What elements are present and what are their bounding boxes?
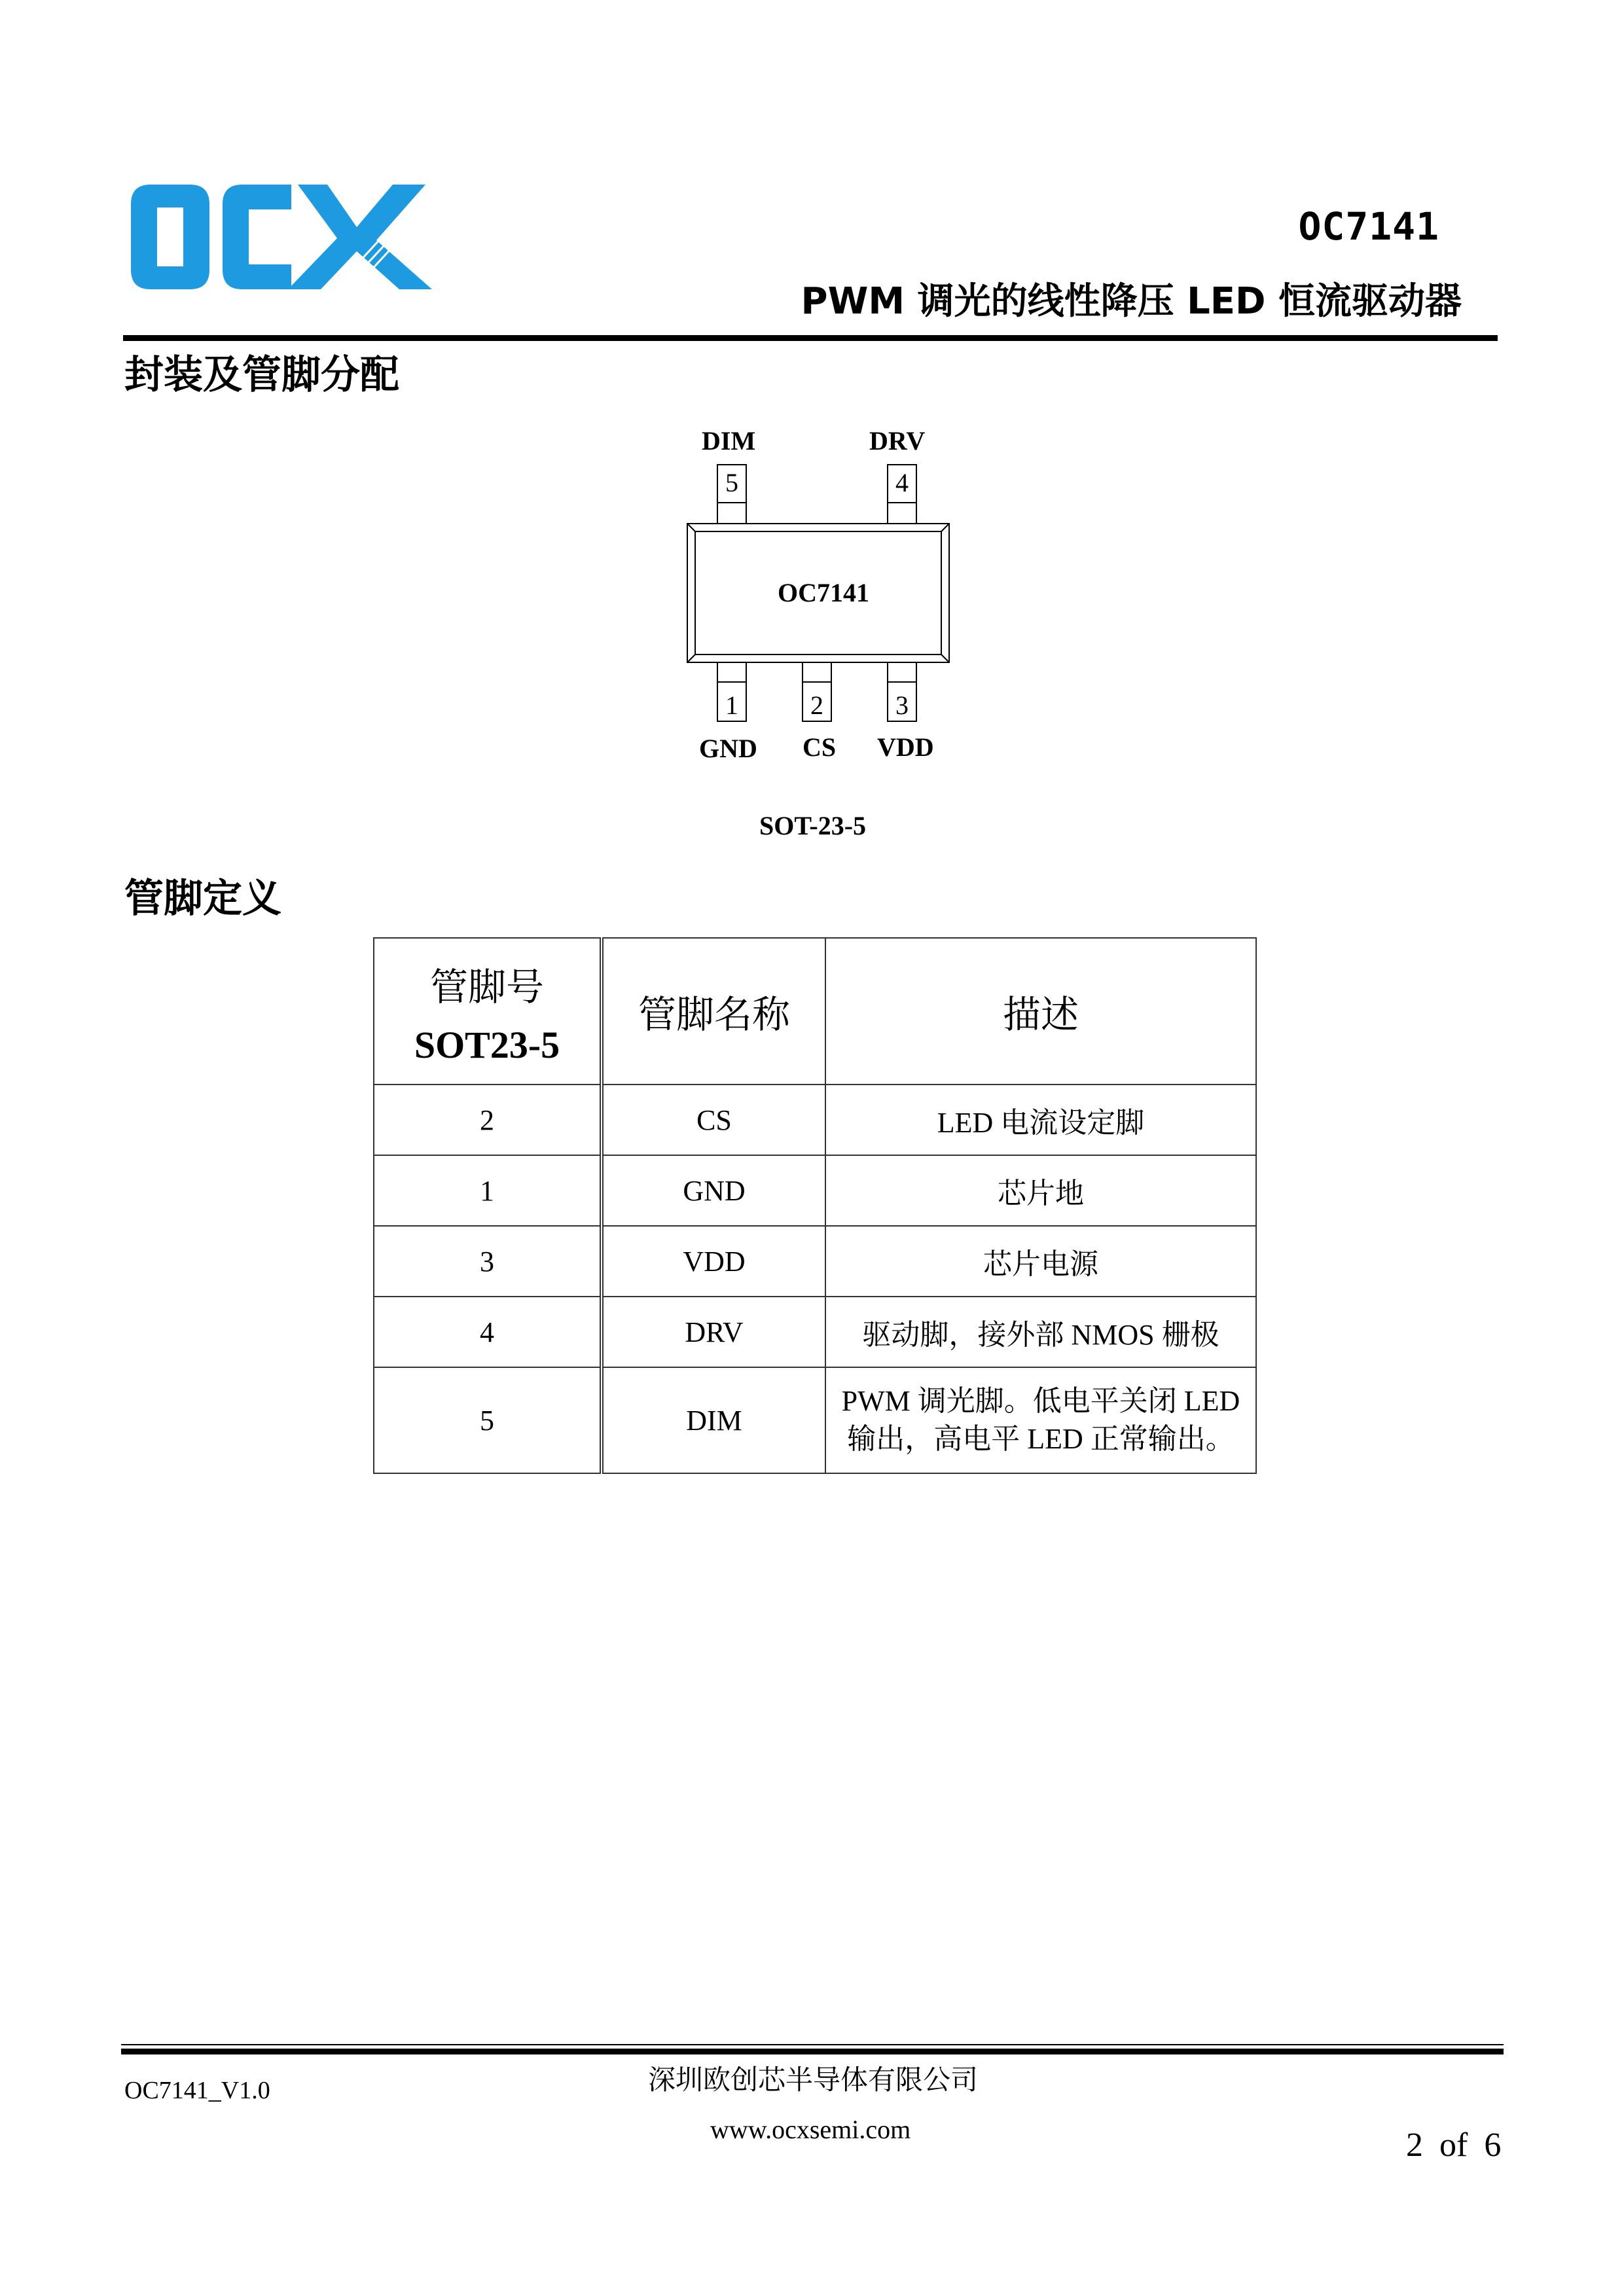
table-header-row (374, 938, 1256, 1085)
footer-divider-thin (121, 2044, 1504, 2045)
cell-desc (825, 1367, 1256, 1473)
cell-pin: 3 (374, 1226, 602, 1297)
header-divider (123, 335, 1498, 341)
cell-name: GND (602, 1155, 825, 1226)
pin-number-2: 2 (810, 691, 823, 720)
table-row (374, 1297, 1256, 1367)
header-description: 描述 (825, 938, 1256, 1085)
package-caption: SOT-23-5 (759, 811, 867, 840)
logo-text: OCX (124, 178, 126, 179)
pin-number-1: 1 (725, 691, 738, 720)
cell-pin: 5 (374, 1367, 602, 1473)
document-subtitle: PWM 调光的线性降压 LED 恒流驱动器 (801, 280, 1462, 323)
table-row (374, 1367, 1256, 1473)
pin-name-drv: DRV (869, 426, 926, 456)
cell-pin: 2 (374, 1085, 602, 1155)
table-row (374, 1226, 1256, 1297)
pin-name-cs: CS (803, 732, 837, 762)
cell-name: DIM (602, 1367, 825, 1473)
pin-number-4: 4 (895, 468, 909, 497)
cell-name: DRV (602, 1297, 825, 1367)
header-pin-name: 管脚名称 (602, 938, 825, 1085)
cell-desc: LED 电流设定脚 (825, 1085, 1256, 1155)
footer-version: OC7141_V1.0 (124, 2077, 270, 2104)
pin-definition-table (373, 937, 1257, 1474)
cell-desc-line1: PWM 调光脚。低电平关闭 LED (841, 1385, 1240, 1417)
table-row (374, 1155, 1256, 1226)
header-pin-number (374, 938, 602, 1085)
ocx-logo (124, 178, 452, 296)
pin-name-gnd: GND (699, 734, 757, 763)
header-package-label: SOT23-5 (414, 1023, 560, 1066)
cell-pin: 1 (374, 1155, 602, 1226)
pin-name-dim: DIM (702, 426, 756, 456)
pin-definition-heading: 管脚定义 (124, 876, 281, 922)
cell-desc: 芯片地 (825, 1155, 1256, 1226)
page-number: 2 of 6 (1406, 2126, 1502, 2164)
table-row (374, 1085, 1256, 1155)
cell-desc: 芯片电源 (825, 1226, 1256, 1297)
cell-name: VDD (602, 1226, 825, 1297)
cell-pin: 4 (374, 1297, 602, 1367)
footer-website: www.ocxsemi.com (710, 2115, 911, 2144)
part-number: OC7141 (1298, 204, 1439, 249)
header-pin-number-label: 管脚号 (429, 965, 544, 1009)
cell-desc: 驱动脚，接外部 NMOS 栅极 (825, 1297, 1256, 1367)
footer-divider (121, 2049, 1504, 2054)
cell-name: CS (602, 1085, 825, 1155)
cell-desc-line2: 输出，高电平 LED 正常输出。 (847, 1423, 1235, 1455)
chip-label: OC7141 (778, 578, 869, 607)
package-heading: 封装及管脚分配 (124, 352, 399, 398)
sot23-5-package-diagram (681, 425, 995, 844)
pin-name-vdd: VDD (877, 732, 934, 762)
pin-number-3: 3 (895, 691, 909, 720)
footer-company: 深圳欧创芯半导体有限公司 (648, 2066, 979, 2096)
pin-number-5: 5 (725, 468, 738, 497)
